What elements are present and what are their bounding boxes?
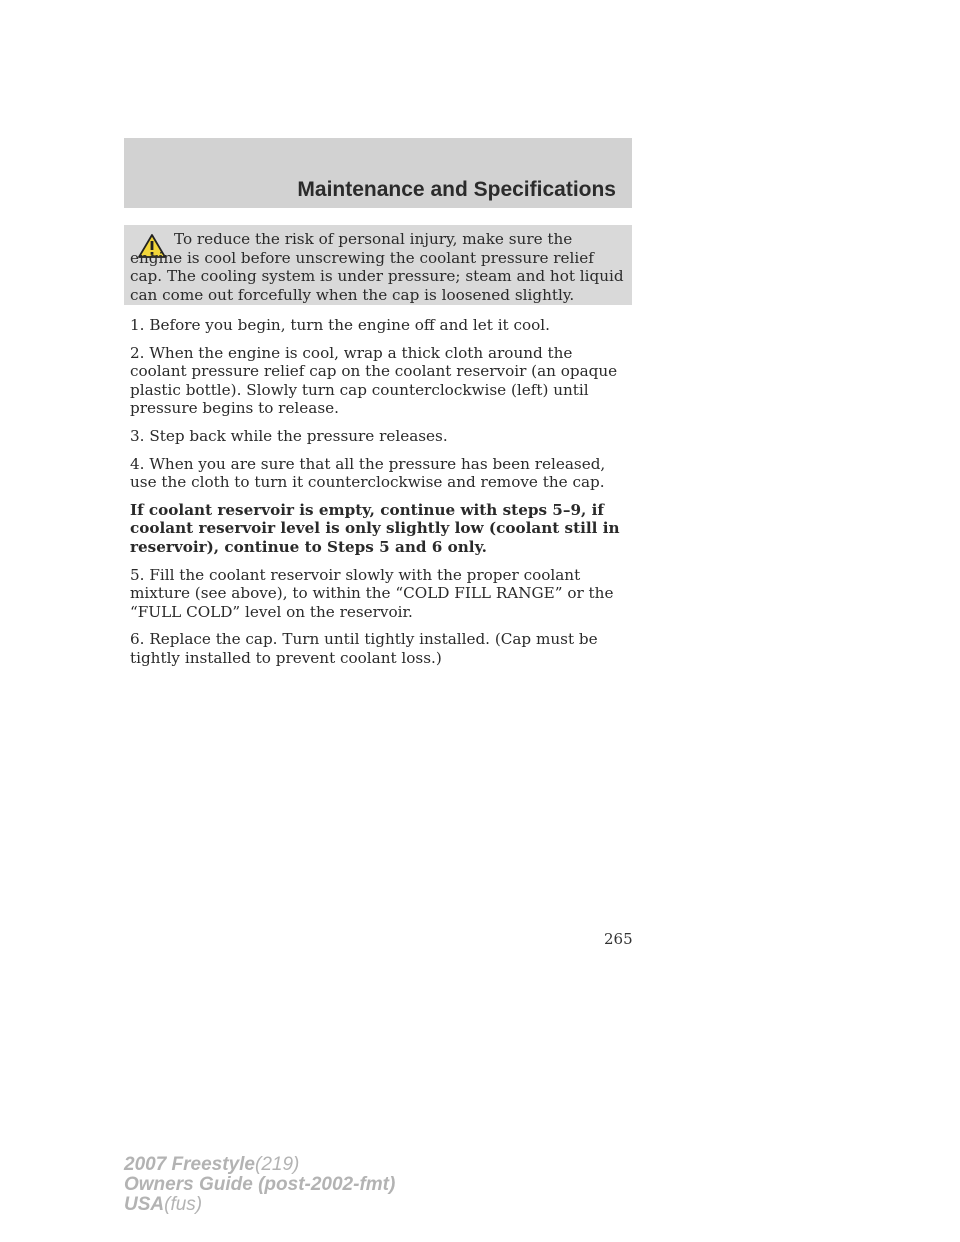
step-3: 3. Step back while the pressure releases. [130, 426, 448, 445]
reservoir-note: If coolant reservoir is empty, continue with steps 5–9, if coolant reservoir level is only slightly low (coolant still in reservoir), continue to Steps 5 and 6 only. [130, 500, 620, 556]
footer-model: 2007 Freestyle [124, 1154, 255, 1175]
footer-line-2 [124, 1175, 395, 1195]
instruction-steps [130, 316, 630, 677]
footer-line-3 [124, 1195, 395, 1215]
step-1: 1. Before you begin, turn the engine off and let it cool. [130, 316, 550, 334]
footer-market: USA [124, 1194, 165, 1215]
footer-market-code: (fus) [164, 1194, 203, 1215]
step-5: 5. Fill the coolant reservoir slowly with the proper coolant mixture (see above), to within the “COLD FILL RANGE” or the “FULL COLD” level on the reservoir. [130, 565, 614, 621]
footer-guide: Owners Guide (post-2002-fmt) [124, 1174, 396, 1195]
page-number: 265 [604, 930, 633, 948]
step-2: 2. When the engine is cool, wrap a thick cloth around the coolant pressure relief cap on the coolant reservoir (an opaque plastic bottle). Slowly turn cap counterclockwise (left) until pressure begins to release. [130, 343, 618, 418]
footer-model-code: (219) [255, 1154, 300, 1175]
section-title: Maintenance and Specifications [297, 178, 616, 201]
warning-box [124, 225, 632, 305]
footer [124, 1155, 395, 1215]
footer-line-1 [124, 1155, 395, 1175]
section-header-band [124, 138, 632, 208]
step-4: 4. When you are sure that all the pressure has been released, use the cloth to turn it counterclockwise and remove the cap. [130, 454, 606, 492]
warning-text: To reduce the risk of personal injury, make sure the engine is cool before unscrewing the coolant pressure relief cap. The cooling system is under pressure; steam and hot liquid can come out forcefully when the cap is loosened slightly. [130, 230, 624, 304]
step-6: 6. Replace the cap. Turn until tightly installed. (Cap must be tightly installed to prevent coolant loss.) [130, 630, 598, 667]
